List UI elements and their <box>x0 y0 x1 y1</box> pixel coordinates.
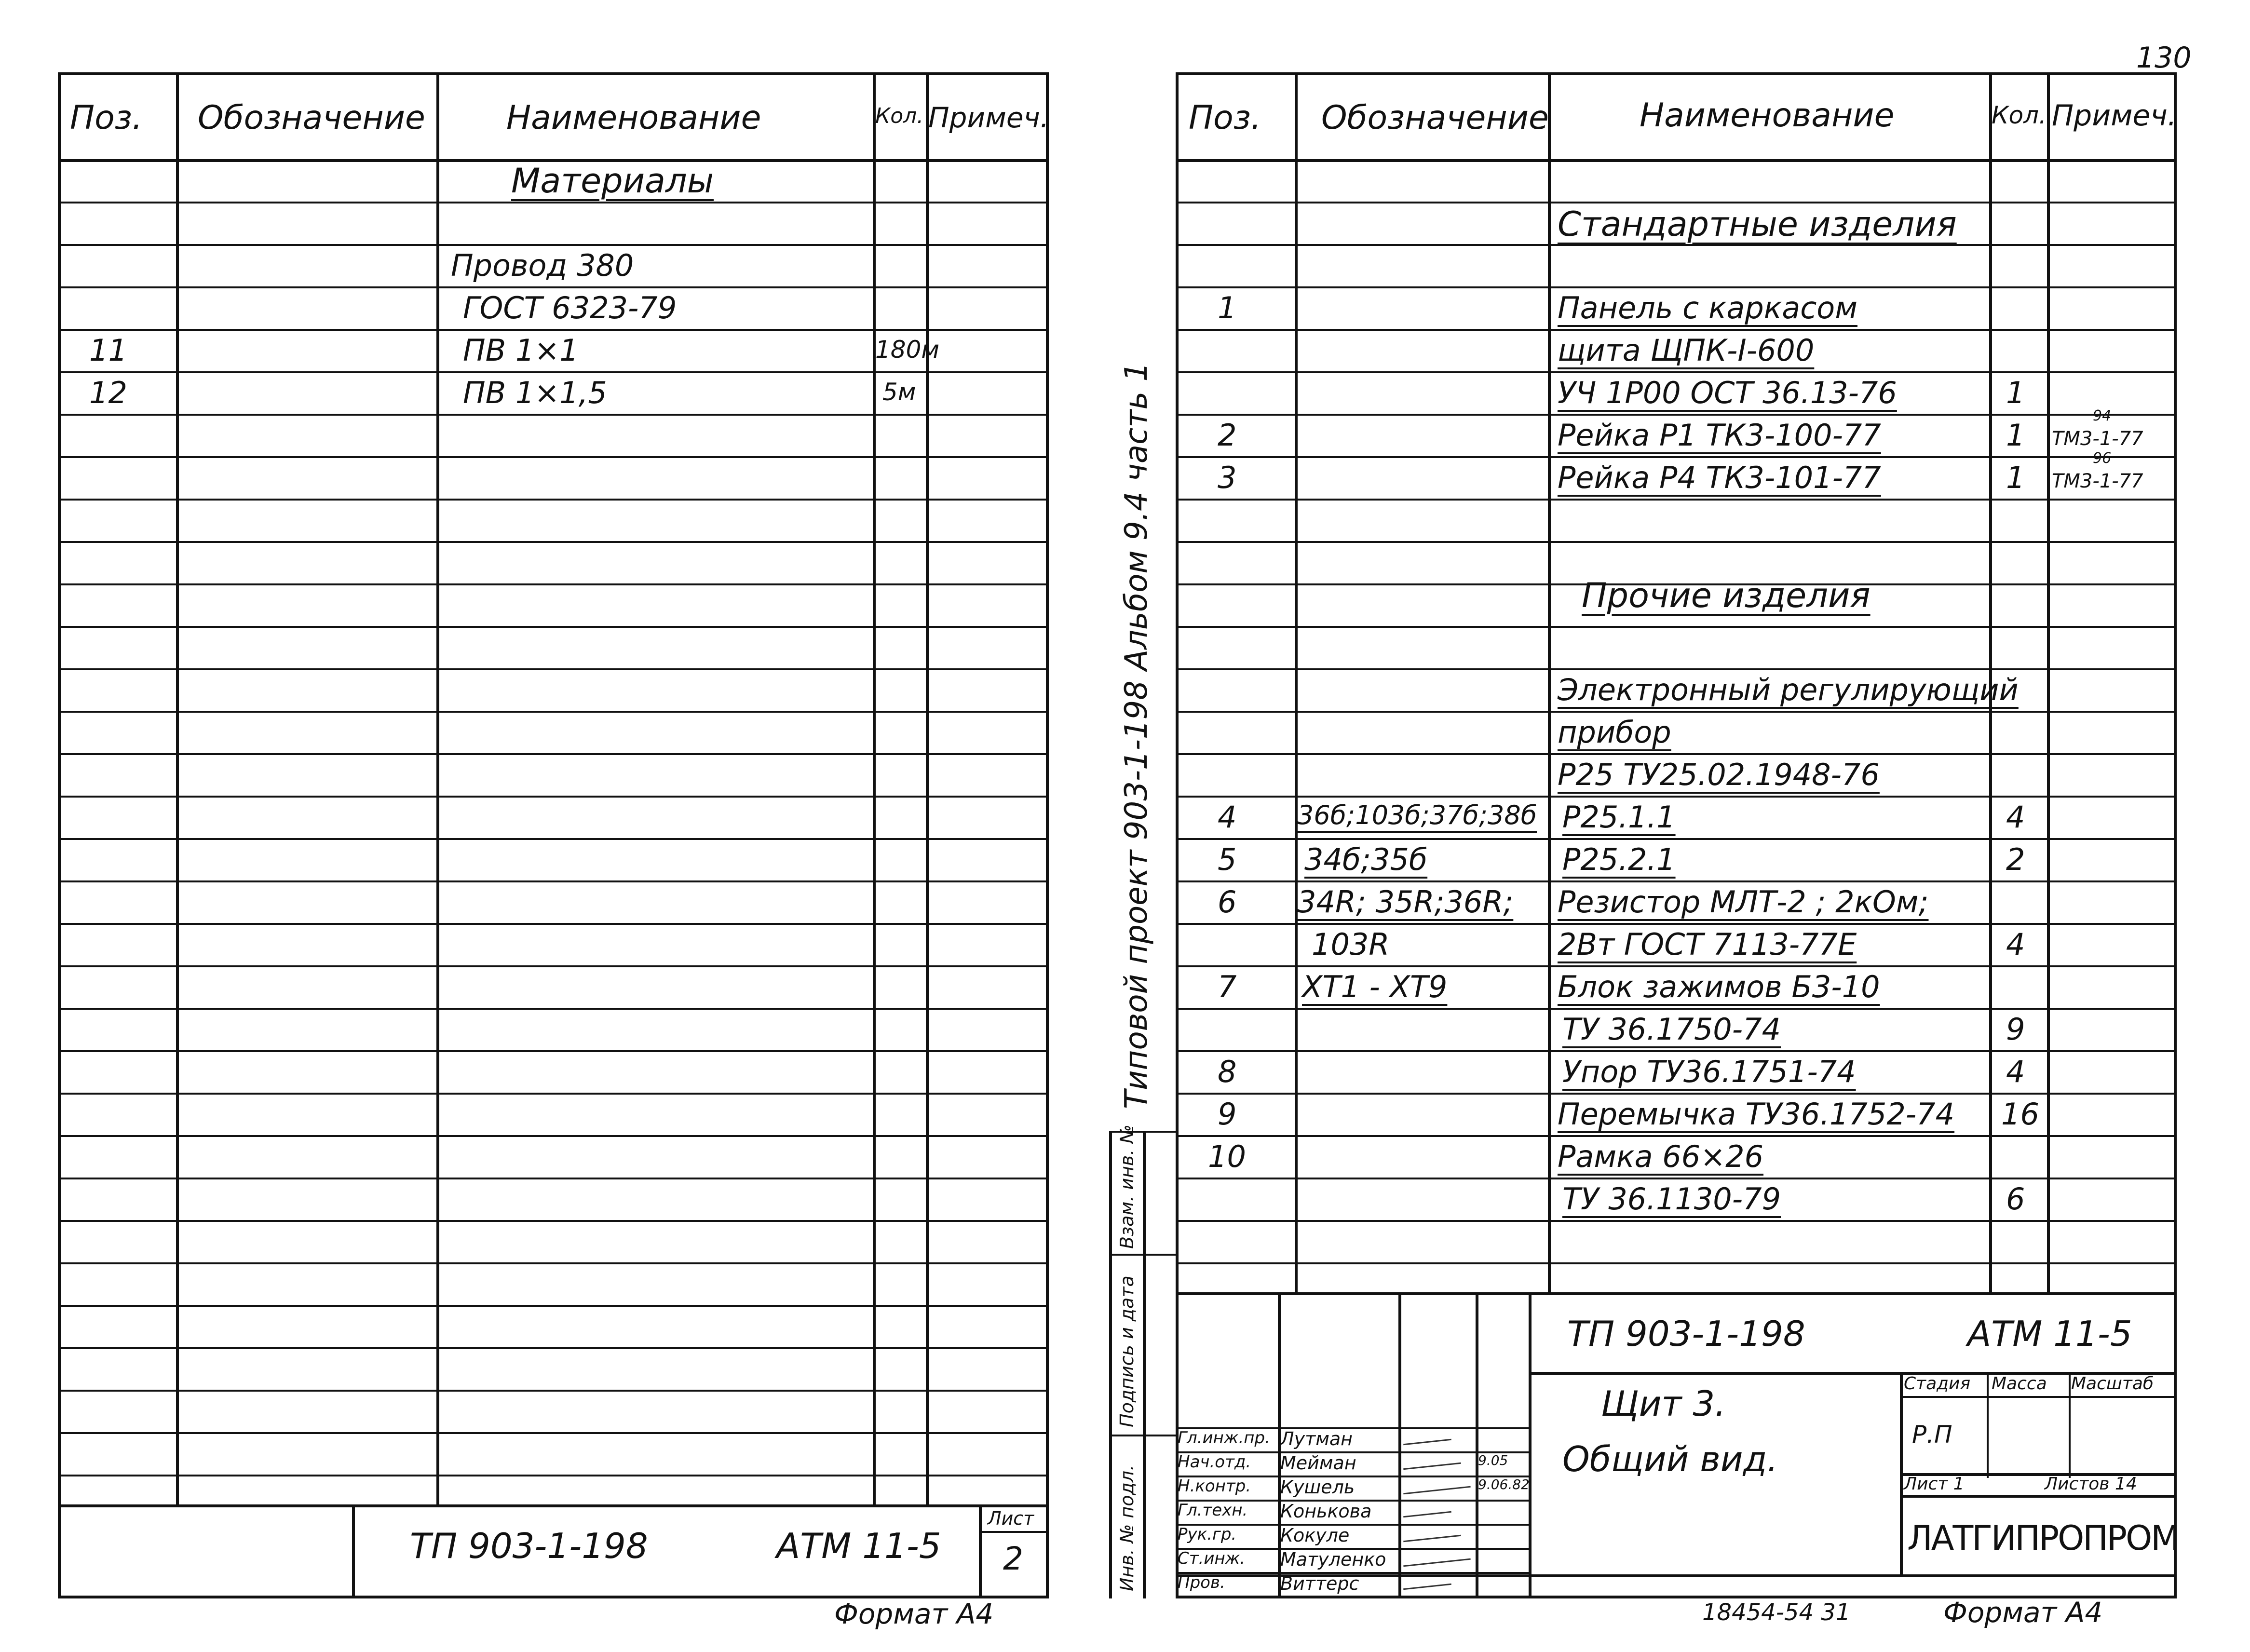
left-row-kol-3: 180м <box>875 336 940 364</box>
right-header-oboz: Обозначение <box>1321 99 1549 137</box>
right-row-oboz-14: XT1 - XT9 <box>1302 969 1448 1004</box>
stamp-person-role: Нач.отд. <box>1178 1452 1251 1472</box>
right-row-naim-1: Панель с каркасом <box>1558 290 1857 325</box>
left-table-rule-19 <box>58 965 1049 967</box>
left-table-rule-10 <box>58 583 1049 585</box>
stamp-person-name: Кокуле <box>1280 1525 1350 1546</box>
left-table-rule-5 <box>58 371 1049 373</box>
left-header-kol: Кол. <box>875 104 924 128</box>
left-table-rule-21 <box>58 1050 1049 1052</box>
left-table-rule-14 <box>58 753 1049 755</box>
right-row-naim-5: Рейка Р4 ТК3-101-77 <box>1558 460 1881 495</box>
right-table-rule-17 <box>1176 880 2177 882</box>
right-row-pos-14: 7 <box>1218 969 1237 1004</box>
right-table-rule-8 <box>1176 499 2177 501</box>
margin-strip-line-inner <box>1143 1131 1146 1598</box>
right-stamp-stadia-value: Р.П <box>1912 1421 1952 1449</box>
left-table-rule-29 <box>58 1390 1049 1392</box>
right-row-oboz-11: 34б;35б <box>1304 842 1428 877</box>
right-stamp-code: ТП 903-1-198 <box>1567 1313 1805 1354</box>
right-header-pos: Поз. <box>1189 99 1261 137</box>
right-row-kol-5: 1 <box>2006 460 2025 495</box>
right-col-line-1 <box>1295 72 1298 1292</box>
left-header-pos: Поз. <box>70 99 143 137</box>
right-row-naim-3: УЧ 1Р00 ОСТ 36.13-76 <box>1558 375 1897 410</box>
right-section-other: Прочие изделия <box>1582 576 1870 615</box>
right-row-naim-13: 2Вт ГОСТ 7113-77Е <box>1558 927 1857 962</box>
right-table-rule-22 <box>1176 1093 2177 1095</box>
right-row-kol-15: 9 <box>2006 1012 2025 1047</box>
right-row-prim-5: ТМ3-1-77 <box>2052 470 2143 492</box>
right-table-rule-13 <box>1176 711 2177 713</box>
left-stamp-top-line <box>58 1504 1049 1507</box>
right-row-naim-4: Рейка Р1 ТК3-100-77 <box>1558 418 1881 453</box>
right-row-kol-4: 1 <box>2006 418 2025 453</box>
left-table-rule-9 <box>58 541 1049 543</box>
left-table-rule-12 <box>58 668 1049 670</box>
stamp-person-name: Мейман <box>1280 1452 1356 1474</box>
right-stamp-massa-v <box>1987 1372 1989 1478</box>
left-row-pos-4: 12 <box>89 375 127 410</box>
right-row-prim-sup-4: 94 <box>2093 407 2112 424</box>
right-stamp-top-line <box>1176 1292 2177 1295</box>
right-row-kol-10: 4 <box>2006 799 2025 835</box>
left-row-naim-3: ПВ 1×1 <box>463 333 579 368</box>
left-table-rule-15 <box>58 796 1049 798</box>
right-header-kol: Кол. <box>1992 101 2047 129</box>
left-row-pos-3: 11 <box>89 333 127 368</box>
margin-strip-d2 <box>1109 1435 1176 1436</box>
right-row-kol-19: 6 <box>2006 1181 2025 1217</box>
stamp-person-role: Пров. <box>1178 1573 1225 1592</box>
stamp-person-name: Виттерс <box>1280 1573 1359 1594</box>
right-table-rule-26 <box>1176 1262 2177 1264</box>
stamp-person-name: Лутман <box>1280 1428 1353 1449</box>
left-table-rule-22 <box>58 1093 1049 1095</box>
right-table-rule-4 <box>1176 329 2177 331</box>
left-table-rule-31 <box>58 1475 1049 1476</box>
left-stamp-list-line <box>979 1531 1049 1533</box>
right-row-oboz-10: 36б;103б;37б;38б <box>1297 800 1537 830</box>
right-row-pos-5: 3 <box>1218 460 1237 495</box>
left-stamp-list-num: 2 <box>1003 1540 1023 1577</box>
left-table-rule-26 <box>58 1262 1049 1264</box>
page-number: 130 <box>2136 41 2192 75</box>
left-table-rule-4 <box>58 329 1049 331</box>
right-row-naim-10: Р25.1.1 <box>1562 799 1676 835</box>
right-row-naim-15: ТУ 36.1750-74 <box>1562 1012 1781 1047</box>
right-row-kol-17: 16 <box>2001 1097 2039 1132</box>
margin-label-vzam: Взам. инв. № <box>1116 1124 1138 1249</box>
left-header-naim: Наименование <box>506 99 761 137</box>
right-stamp-stadia-hdr-line <box>1900 1396 2177 1398</box>
left-table-rule-27 <box>58 1305 1049 1307</box>
right-table-rule-24 <box>1176 1178 2177 1179</box>
left-table-rule-28 <box>58 1347 1049 1349</box>
left-header-prim: Примеч. <box>928 101 1049 134</box>
left-section-materials: Материалы <box>511 161 714 201</box>
stamp-person-name: Матуленко <box>1280 1549 1386 1570</box>
right-stamp-list-line-bot <box>1900 1495 2177 1498</box>
stamp-person-date: 9.05 <box>1478 1452 1508 1468</box>
right-row-oboz-13: 103R <box>1312 927 1390 962</box>
right-row-naim-18: Рамка 66×26 <box>1558 1139 1764 1174</box>
left-table-rule-6 <box>58 414 1049 416</box>
right-row-naim-19: ТУ 36.1130-79 <box>1562 1181 1781 1217</box>
stamp-person-role: Гл.инж.пр. <box>1178 1428 1270 1448</box>
stamp-person-name: Кушель <box>1280 1476 1355 1498</box>
right-stamp-title-2: Общий вид. <box>1562 1439 1778 1479</box>
left-stamp-divider <box>352 1504 355 1598</box>
right-table-rule-7 <box>1176 456 2177 458</box>
right-row-kol-11: 2 <box>2006 842 2025 877</box>
right-row-naim-11: Р25.2.1 <box>1562 842 1676 877</box>
right-section-standard: Стандартные изделия <box>1558 204 1957 244</box>
right-table-rule-3 <box>1176 286 2177 288</box>
left-header-oboz: Обозначение <box>198 99 425 137</box>
stamp-person-role: Гл.техн. <box>1178 1501 1248 1520</box>
right-row-prim-sup-5: 96 <box>2093 450 2112 467</box>
right-row-pos-11: 5 <box>1218 842 1237 877</box>
margin-label-inv: Инв. № подл. <box>1116 1464 1138 1591</box>
right-stamp-v4 <box>1529 1292 1532 1598</box>
stamp-person-name: Конькова <box>1280 1501 1372 1522</box>
right-row-pos-12: 6 <box>1218 884 1237 920</box>
right-table-rule-18 <box>1176 923 2177 925</box>
margin-label-sign: Подпись и дата <box>1116 1275 1138 1427</box>
right-row-naim-9: Р25 ТУ25.02.1948-76 <box>1558 757 1880 792</box>
right-row-pos-10: 4 <box>1218 799 1237 835</box>
right-table-rule-9 <box>1176 541 2177 543</box>
margin-strip-d1 <box>1109 1254 1176 1256</box>
right-table-rule-1 <box>1176 202 2177 203</box>
left-table-rule-2 <box>58 244 1049 246</box>
right-table-rule-21 <box>1176 1050 2177 1052</box>
right-row-pos-18: 10 <box>1208 1139 1246 1174</box>
right-table-rule-5 <box>1176 371 2177 373</box>
right-row-prim-4: ТМ3-1-77 <box>2052 428 2143 450</box>
right-table-rule-12 <box>1176 668 2177 670</box>
left-table-rule-1 <box>58 202 1049 203</box>
left-table-rule-23 <box>58 1135 1049 1137</box>
right-stamp-masshtab-label: Масштаб <box>2071 1374 2154 1394</box>
right-table-rule-16 <box>1176 838 2177 840</box>
stamp-person-role: Рук.гр. <box>1178 1525 1237 1544</box>
right-table-rule-20 <box>1176 1008 2177 1010</box>
right-row-naim-16: Упор ТУ36.1751-74 <box>1562 1054 1856 1089</box>
margin-strip-line <box>1109 1131 1112 1598</box>
right-row-kol-3: 1 <box>2006 375 2025 410</box>
left-row-kol-4: 5м <box>882 378 916 406</box>
right-col-line-4 <box>2047 72 2050 1292</box>
right-header-prim: Примеч. <box>2052 99 2177 133</box>
right-stamp-list-label: Лист 1 <box>1904 1474 1965 1494</box>
left-table-rule-13 <box>58 711 1049 713</box>
right-row-kol-13: 4 <box>2006 927 2025 962</box>
right-format: Формат А4 <box>1943 1596 2103 1629</box>
left-table-rule-8 <box>58 499 1049 501</box>
right-row-pos-17: 9 <box>1218 1097 1237 1132</box>
right-table-rule-6 <box>1176 414 2177 416</box>
left-table-rule-18 <box>58 923 1049 925</box>
left-table-rule-25 <box>58 1220 1049 1222</box>
stamp-person-role: Н.контр. <box>1178 1476 1251 1496</box>
right-table-rule-11 <box>1176 626 2177 628</box>
right-stamp-title-1: Щит 3. <box>1601 1383 1726 1424</box>
right-row-pos-1: 1 <box>1218 290 1237 325</box>
right-row-naim-7: Электронный регулирующий <box>1558 672 2019 707</box>
left-table-rule-16 <box>58 838 1049 840</box>
left-table-rule-7 <box>58 456 1049 458</box>
right-stamp-mark: АТМ 11-5 <box>1967 1313 2132 1354</box>
right-row-naim-17: Перемычка ТУ36.1752-74 <box>1558 1097 1955 1132</box>
right-table-rule-14 <box>1176 753 2177 755</box>
left-stamp-list-label: Лист <box>988 1508 1034 1529</box>
stamp-person-date: 9.06.82 <box>1478 1476 1530 1492</box>
left-table-rule-24 <box>58 1178 1049 1179</box>
margin-album-text: Типовой проект 903-1-198 Альбом 9.4 часть 1 <box>1119 362 1154 1109</box>
right-stamp-masshtab-v <box>2069 1372 2071 1478</box>
left-table-rule-20 <box>58 1008 1049 1010</box>
stamp-person-role: Ст.инж. <box>1178 1549 1246 1568</box>
left-table-rule-30 <box>58 1432 1049 1434</box>
right-row-kol-16: 4 <box>2006 1054 2025 1089</box>
right-stamp-v2 <box>1398 1292 1401 1598</box>
right-row-naim-12: Резистор МЛТ-2 ; 2кОм; <box>1558 884 1929 920</box>
right-table-rule-19 <box>1176 965 2177 967</box>
left-format: Формат А4 <box>834 1598 994 1630</box>
right-table-rule-2 <box>1176 244 2177 246</box>
left-row-naim-2: ГОСТ 6323-79 <box>463 290 677 325</box>
left-table-rule-3 <box>58 286 1049 288</box>
right-stamp-listov-label: Листов 14 <box>2045 1474 2137 1494</box>
right-row-pos-4: 2 <box>1218 418 1237 453</box>
right-table-rule-23 <box>1176 1135 2177 1137</box>
left-row-naim-4: ПВ 1×1,5 <box>463 375 607 410</box>
right-table-rule-15 <box>1176 796 2177 798</box>
left-row-naim-1: Провод 380 <box>451 248 634 283</box>
right-col-line-2 <box>1548 72 1551 1292</box>
left-table-rule-11 <box>58 626 1049 628</box>
right-stamp-org: ЛАТГИПРОПРОМ <box>1907 1518 2179 1558</box>
right-row-pos-16: 8 <box>1218 1054 1237 1089</box>
left-stamp-mark: АТМ 11-5 <box>776 1526 941 1566</box>
right-header-line <box>1176 159 2177 162</box>
right-bottom-number: 18454-54 31 <box>1702 1599 1851 1626</box>
right-stamp-stadia-label: Стадия <box>1904 1374 1971 1394</box>
right-header-naim: Наименование <box>1640 96 1895 135</box>
right-row-naim-2: щита ЩПК-I-600 <box>1558 333 1815 368</box>
right-row-oboz-12: 34R; 35R;36R; <box>1297 884 1514 920</box>
right-table-rule-25 <box>1176 1220 2177 1222</box>
right-stamp-v3 <box>1476 1292 1478 1598</box>
left-stamp-code: ТП 903-1-198 <box>410 1526 648 1566</box>
left-table-rule-17 <box>58 880 1049 882</box>
right-row-naim-8: прибор <box>1558 715 1671 750</box>
right-row-naim-14: Блок зажимов Б3-10 <box>1558 969 1880 1004</box>
right-stamp-massa-label: Масса <box>1992 1374 2047 1394</box>
left-stamp-list-divider <box>979 1504 982 1598</box>
